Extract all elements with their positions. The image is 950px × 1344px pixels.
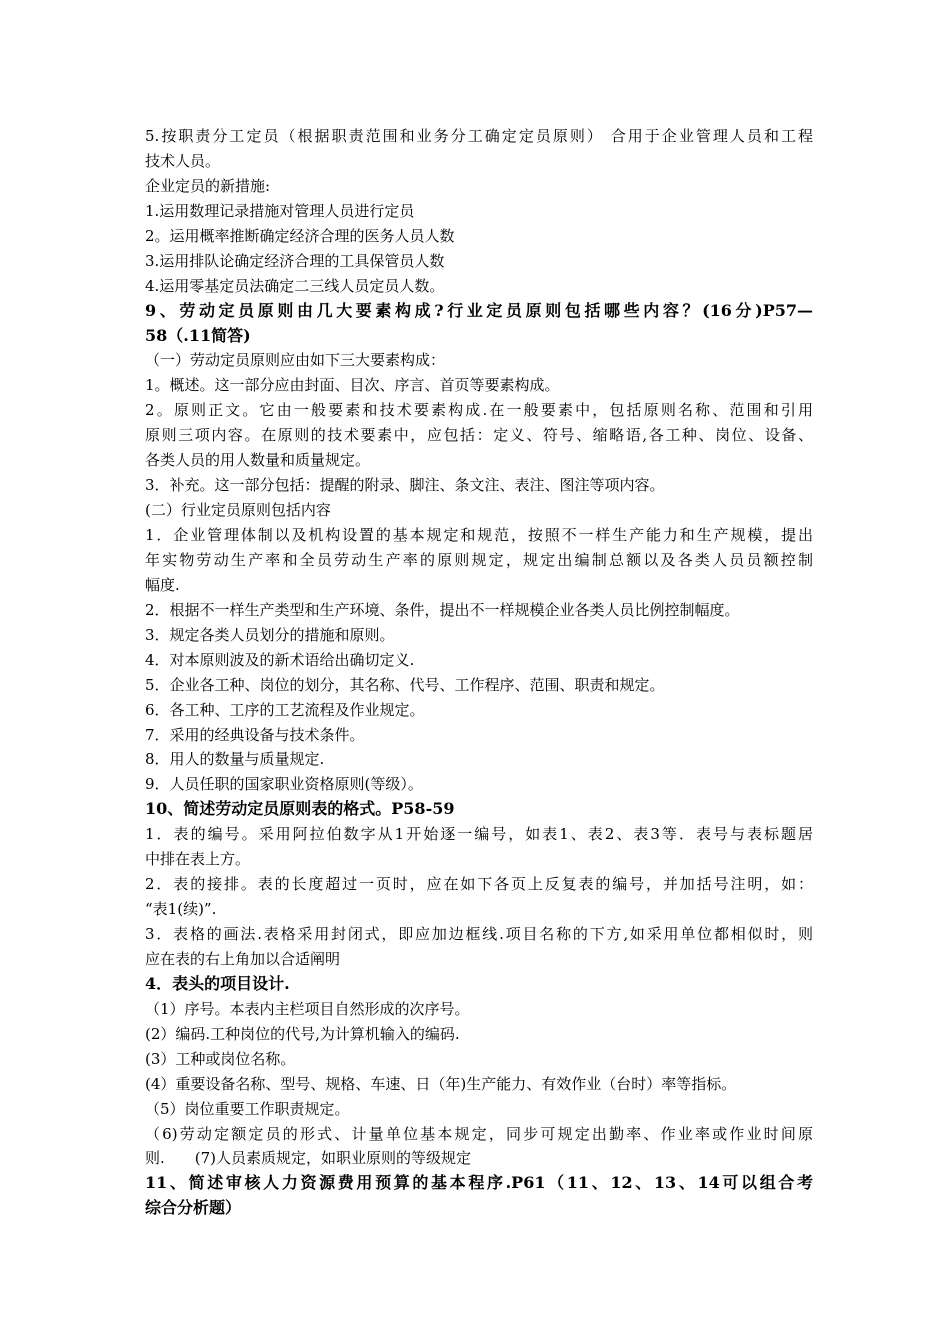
text-line: 原则三项内容。在原则的技术要素中，应包括：定义、符号、缩略语,各工种、岗位、设备、	[145, 426, 813, 445]
text-line: (4）重要设备名称、型号、规格、车速、日（年)生产能力、有效作业（台时）率等指标。	[145, 1074, 737, 1093]
text-line: 4.运用零基定员法确定二三线人员定员人数。	[145, 276, 445, 295]
section-heading-line: 4．表头的项目设计.	[145, 973, 290, 993]
text-line: 中排在表上方。	[145, 850, 251, 869]
text-line: 9．人员任职的国家职业资格原则(等级）。	[145, 775, 423, 794]
text-line: 则. (7)人员素质规定，如职业原则的等级规定	[145, 1149, 472, 1168]
text-line: 应在表的右上角加以合适阐明	[145, 949, 341, 968]
text-line: 技术人员。	[145, 151, 221, 170]
text-line: （5）岗位重要工作职责规定。	[145, 1099, 350, 1118]
text-line: 5．企业各工种、岗位的划分，其名称、代号、工作程序、范围、职责和规定。	[145, 675, 665, 694]
text-line: 1。概述。这一部分应由封面、目次、序言、首页等要素构成。	[145, 376, 560, 395]
text-line: 3．表格的画法.表格采用封闭式，即应加边框线.项目名称的下方,如采用单位都相似时，则	[145, 925, 813, 943]
text-line: 幅度.	[145, 575, 180, 594]
text-line: (2）编码.工种岗位的代号,为计算机输入的编码.	[145, 1024, 460, 1043]
text-line: 年实物劳动生产率和全员劳动生产率的原则规定，规定出编制总额以及各类人员员额控制	[145, 550, 813, 569]
section-heading-line: 10、简述劳动定员原则表的格式。P58-59	[145, 799, 455, 819]
text-line: 1.运用数理记录措施对管理人员进行定员	[145, 201, 415, 220]
section-heading-line: 58（.11简答)	[145, 325, 251, 345]
text-line: 4．对本原则波及的新术语给出确切定义.	[145, 650, 415, 669]
text-line: （1）序号。本表内主栏项目自然形成的次序号。	[145, 999, 470, 1018]
text-line: 8．用人的数量与质量规定.	[145, 750, 325, 769]
section-heading-line: 综合分析题）	[145, 1198, 242, 1218]
text-line: 3．补充。这一部分包括：提醒的附录、脚注、条文注、表注、图注等项内容。	[145, 476, 665, 495]
text-line: (3）工种或岗位名称。	[145, 1049, 296, 1068]
section-heading-line: 9、劳动定员原则由几大要素构成?行业定员原则包括哪些内容？(16分)P57—	[145, 300, 813, 320]
text-line: 2．表的接排。表的长度超过一页时，应在如下各页上反复表的编号，并加括号注明，如：	[145, 875, 813, 894]
text-line: 6．各工种、工序的工艺流程及作业规定。	[145, 700, 425, 719]
text-line: 2．根据不一样生产类型和生产环境、条件，提出不一样规模企业各类人员比例控制幅度。	[145, 600, 740, 619]
text-line: (二）行业定员原则包括内容	[145, 501, 331, 520]
text-line: （一）劳动定员原则应由如下三大要素构成：	[145, 351, 446, 370]
text-line: 1．表的编号。采用阿拉伯数字从1开始逐一编号，如表1、表2、表3等．表号与表标题居	[145, 825, 813, 844]
section-heading-line: 11、简述审核人力资源费用预算的基本程序.P61（11、12、13、14可以组合考	[145, 1173, 813, 1193]
text-line: 各类人员的用人数量和质量规定。	[145, 451, 371, 470]
text-line: 7．采用的经典设备与技术条件。	[145, 725, 365, 744]
text-line: （6)劳动定额定员的形式、计量单位基本规定，同步可规定出勤率、作业率或作业时间原	[145, 1124, 813, 1143]
text-line: 1．企业管理体制以及机构设置的基本规定和规范，按照不一样生产能力和生产规模，提出	[145, 526, 813, 544]
text-line: 2。运用概率推断确定经济合理的医务人员人数	[145, 226, 455, 245]
document-page	[145, 124, 813, 1221]
text-line: 企业定员的新措施:	[145, 176, 271, 195]
text-line: 5.按职责分工定员（根据职责范围和业务分工确定定员原则） 合用于企业管理人员和工程	[145, 127, 813, 145]
text-line: 2。原则正文。它由一般要素和技术要素构成.在一般要素中，包括原则名称、范围和引用	[145, 401, 813, 420]
text-line: 3．规定各类人员划分的措施和原则。	[145, 625, 395, 644]
text-line: 3.运用排队论确定经济合理的工具保管员人数	[145, 251, 445, 270]
text-line: “表1(续)”.	[145, 900, 217, 919]
